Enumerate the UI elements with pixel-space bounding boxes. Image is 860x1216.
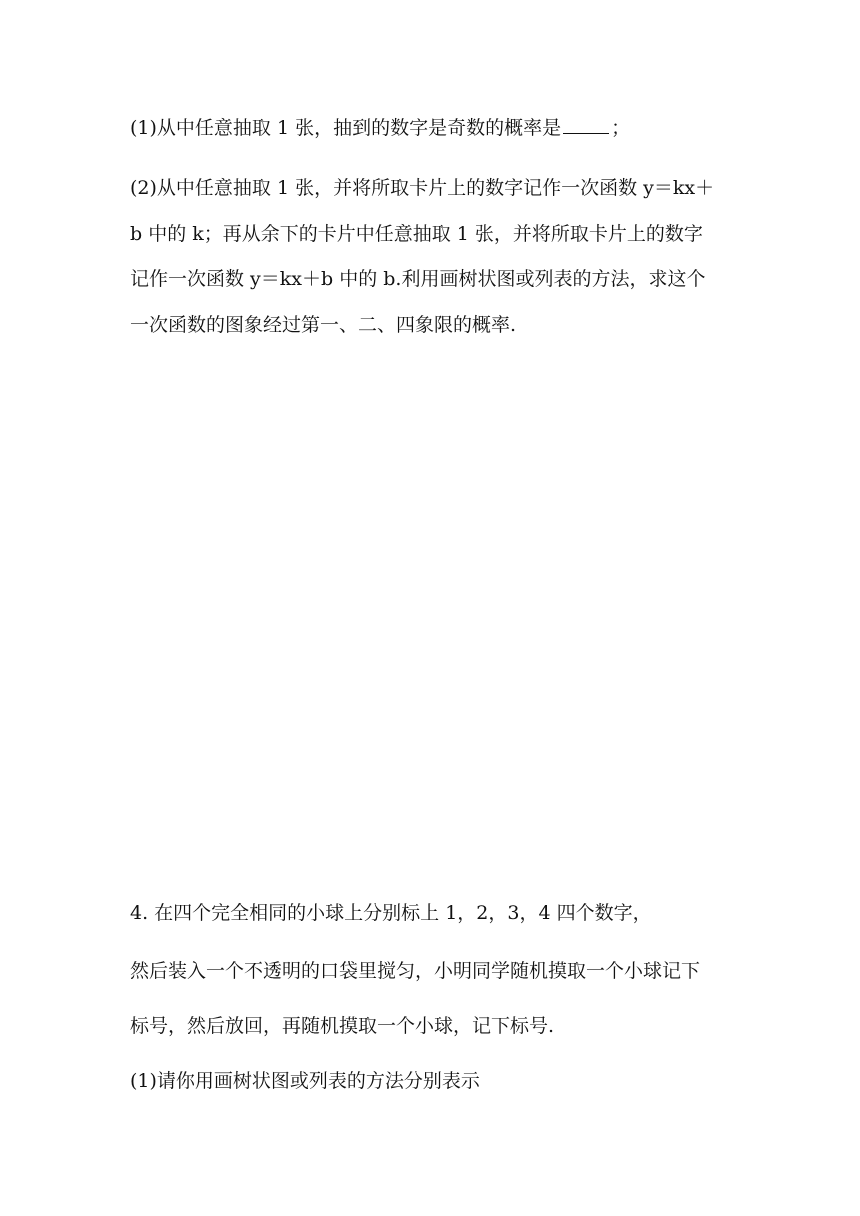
q3-part2-line-3: 记作一次函数 y＝kx＋b 中的 b.利用画树状图或列表的方法，求这个 xyxy=(130,268,706,290)
q3-part2-line-1: (2)从中任意抽取 1 张，并将所取卡片上的数字记作一次函数 y＝kx＋ xyxy=(130,177,715,199)
q4-line-2: 然后装入一个不透明的口袋里搅匀，小明同学随机摸取一个小球记下 xyxy=(130,960,701,982)
q4-line-4: (1)请你用画树状图或列表的方法分别表示 xyxy=(130,1070,480,1092)
q3-part2-line-4: 一次函数的图象经过第一、二、四象限的概率. xyxy=(130,314,517,336)
q3-part1-end: ； xyxy=(611,117,631,139)
q3-part2-line-2: b 中的 k；再从余下的卡片中任意抽取 1 张，并将所取卡片上的数字 xyxy=(130,223,703,245)
q3-part1-text: (1)从中任意抽取 1 张，抽到的数字是奇数的概率是 xyxy=(130,117,562,139)
q4-line-1: 4. 在四个完全相同的小球上分别标上 1，2，3，4 四个数字， xyxy=(130,902,652,924)
answer-blank xyxy=(563,115,609,134)
q4-line-3: 标号，然后放回，再随机摸取一个小球，记下标号. xyxy=(130,1015,555,1037)
question-3-part-1 xyxy=(130,115,630,141)
